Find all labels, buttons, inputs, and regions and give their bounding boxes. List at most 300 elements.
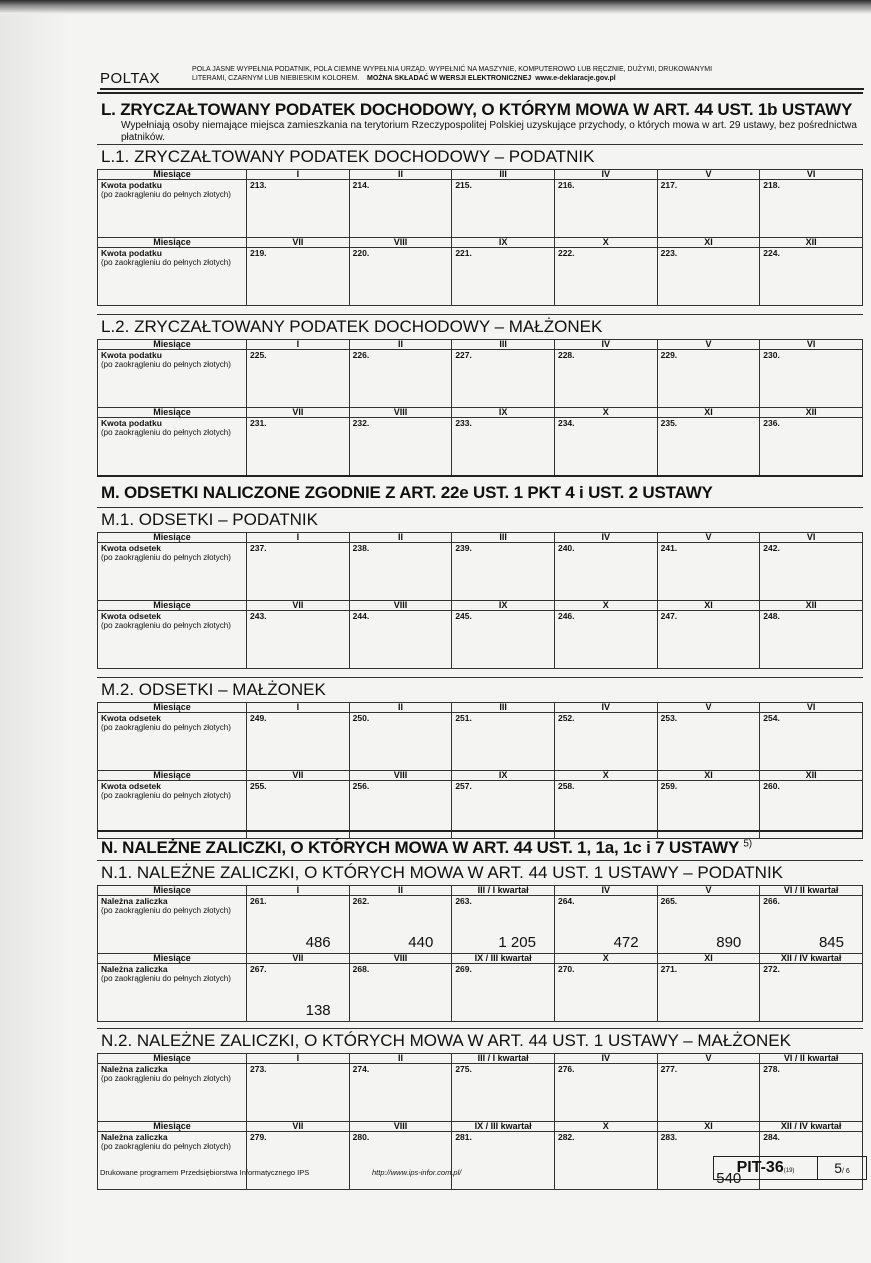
field-number: 231. — [250, 418, 267, 428]
month-header: XII — [760, 771, 863, 781]
subsection-l2-title: L.2. ZRYCZAŁTOWANY PODATEK DOCHODOWY – MAŁŻONEK — [97, 314, 863, 339]
amount-row — [98, 418, 863, 476]
month-header: IX — [452, 771, 555, 781]
month-header-row — [98, 771, 863, 781]
field-number: 253. — [660, 713, 678, 723]
field-number: 225. — [250, 350, 267, 360]
amount-field[interactable] — [349, 350, 452, 408]
table-m2 — [97, 702, 863, 839]
amount-row-label — [98, 418, 247, 476]
amount-field[interactable] — [554, 543, 657, 601]
field-number: 247. — [660, 611, 678, 621]
field-number: 263. — [455, 896, 472, 906]
field-number: 242. — [763, 543, 780, 553]
month-header: VII — [247, 771, 350, 781]
month-grid — [97, 702, 863, 839]
amount-row — [98, 1064, 863, 1122]
month-header-row — [98, 1122, 863, 1132]
amount-field[interactable] — [247, 248, 350, 306]
months-header-label: Miesiące — [98, 601, 247, 611]
scan-top-edge — [0, 0, 871, 14]
table-m1 — [97, 532, 863, 669]
amount-field[interactable] — [554, 964, 657, 1022]
month-header: XI — [657, 238, 760, 248]
month-header: XII / IV kwartał — [760, 1122, 863, 1132]
amount-field[interactable] — [452, 543, 555, 601]
field-number: 261. — [250, 896, 267, 906]
month-header: VII — [247, 408, 350, 418]
amount-row-label — [98, 248, 247, 306]
field-number: 226. — [352, 350, 370, 360]
amount-field[interactable] — [554, 180, 657, 238]
month-header: V — [657, 886, 760, 896]
field-number: 270. — [557, 964, 575, 974]
amount-row — [98, 350, 863, 408]
field-number: 233. — [455, 418, 472, 428]
amount-field[interactable] — [657, 896, 760, 954]
field-number: 248. — [763, 611, 780, 621]
amount-field[interactable] — [247, 350, 350, 408]
amount-field[interactable] — [554, 713, 657, 771]
month-header: IX — [452, 408, 555, 418]
month-header: X — [554, 601, 657, 611]
amount-field[interactable] — [452, 180, 555, 238]
month-header: III — [452, 340, 555, 350]
field-number: 268. — [352, 964, 370, 974]
amount-field[interactable] — [452, 1132, 555, 1190]
field-value: 890 — [716, 934, 742, 951]
field-number: 228. — [557, 350, 575, 360]
field-number: 240. — [557, 543, 575, 553]
month-header: V — [657, 340, 760, 350]
months-header-label: Miesiące — [98, 408, 247, 418]
field-number: 254. — [763, 713, 780, 723]
month-header-row — [98, 340, 863, 350]
month-header: I — [247, 170, 350, 180]
month-header: VII — [247, 601, 350, 611]
field-number: 265. — [660, 896, 678, 906]
amount-label-note: (po zaokrągleniu do pełnych złotych) — [101, 428, 231, 437]
field-number: 237. — [250, 543, 267, 553]
amount-label-note: (po zaokrągleniu do pełnych złotych) — [101, 360, 231, 369]
month-header: II — [349, 703, 452, 713]
field-number: 252. — [557, 713, 575, 723]
months-header-label: Miesiące — [98, 886, 247, 896]
amount-field[interactable] — [349, 180, 452, 238]
amount-field[interactable] — [760, 180, 863, 238]
field-number: 222. — [557, 248, 575, 258]
amount-field[interactable] — [760, 611, 863, 669]
amount-row-label — [98, 1064, 247, 1122]
field-number: 251. — [455, 713, 472, 723]
field-number: 230. — [763, 350, 780, 360]
amount-field[interactable] — [657, 418, 760, 476]
month-header: VI — [760, 170, 863, 180]
month-header: VIII — [349, 1122, 452, 1132]
amount-field[interactable] — [657, 350, 760, 408]
month-header: VIII — [349, 601, 452, 611]
section-m — [97, 475, 863, 839]
amount-field[interactable] — [554, 248, 657, 306]
field-number: 275. — [455, 1064, 472, 1074]
amount-field[interactable] — [247, 180, 350, 238]
month-header: V — [657, 703, 760, 713]
field-number: 243. — [250, 611, 267, 621]
field-number: 235. — [660, 418, 678, 428]
section-n-title: N. NALEŻNE ZALICZKI, O KTÓRYCH MOWA W ART. 44 UST. 1, 1a, 1c i 7 USTAWY $^{5)}$ — [101, 838, 752, 857]
month-header: II — [349, 533, 452, 543]
month-header: II — [349, 170, 452, 180]
amount-field[interactable] — [657, 180, 760, 238]
amount-field[interactable] — [554, 611, 657, 669]
field-number: 278. — [763, 1064, 780, 1074]
month-header: XI — [657, 1122, 760, 1132]
month-header: IX — [452, 601, 555, 611]
header-note-line2: LITERAMI, CZARNYM LUB NIEBIESKIM KOLOREM. MOŻNA SKŁADAĆ W WERSJI ELEKTRONICZNEJ www.e-deklaracje.gov.pl — [192, 75, 616, 82]
field-value: 845 — [818, 934, 844, 951]
amount-label-title: Należna zaliczka — [101, 896, 168, 906]
amount-label-title: Należna zaliczka — [101, 964, 168, 974]
amount-field[interactable] — [349, 248, 452, 306]
month-header: I — [247, 533, 350, 543]
month-header: VI — [760, 340, 863, 350]
month-header: IV — [554, 703, 657, 713]
amount-row — [98, 248, 863, 306]
field-number: 223. — [660, 248, 678, 258]
month-header: VI / II kwartał — [760, 1054, 863, 1064]
amount-row-label — [98, 180, 247, 238]
amount-field[interactable] — [452, 964, 555, 1022]
amount-field[interactable] — [760, 418, 863, 476]
field-number: 213. — [250, 180, 267, 190]
table-l1 — [97, 169, 863, 306]
amount-label-note: (po zaokrągleniu do pełnych złotych) — [101, 190, 231, 199]
month-header: I — [247, 340, 350, 350]
month-header: XI — [657, 771, 760, 781]
field-number: 219. — [250, 248, 267, 258]
month-header: III / I kwartał — [452, 886, 555, 896]
field-number: 214. — [352, 180, 370, 190]
month-header: I — [247, 1054, 350, 1064]
field-number: 258. — [557, 781, 575, 791]
month-header-row — [98, 533, 863, 543]
month-header: IX / III kwartał — [452, 954, 555, 964]
amount-field[interactable] — [349, 543, 452, 601]
field-number: 266. — [763, 896, 780, 906]
field-number: 256. — [352, 781, 370, 791]
month-header: VIII — [349, 408, 452, 418]
month-header: VII — [247, 238, 350, 248]
field-number: 269. — [455, 964, 472, 974]
amount-row-label — [98, 1132, 247, 1190]
amount-row-label — [98, 896, 247, 954]
amount-field[interactable] — [657, 1064, 760, 1122]
month-header: XII — [760, 408, 863, 418]
month-header: XII — [760, 238, 863, 248]
month-header: VII — [247, 954, 350, 964]
months-header-label: Miesiące — [98, 340, 247, 350]
month-header: XI — [657, 601, 760, 611]
amount-field[interactable] — [247, 1132, 350, 1190]
month-grid — [97, 885, 863, 1022]
field-number: 255. — [250, 781, 267, 791]
field-number: 236. — [763, 418, 780, 428]
field-value: 440 — [408, 934, 434, 951]
month-header: I — [247, 703, 350, 713]
month-header-row — [98, 886, 863, 896]
month-header: II — [349, 886, 452, 896]
amount-label-title: Należna zaliczka — [101, 1132, 168, 1142]
month-header: VI / II kwartał — [760, 886, 863, 896]
month-header: VIII — [349, 771, 452, 781]
amount-field[interactable] — [247, 611, 350, 669]
field-number: 273. — [250, 1064, 267, 1074]
amount-row — [98, 543, 863, 601]
amount-field[interactable] — [760, 1064, 863, 1122]
field-number: 239. — [455, 543, 472, 553]
amount-field[interactable] — [452, 713, 555, 771]
page-number: 5/ 6 — [834, 1160, 850, 1176]
month-grid — [97, 532, 863, 669]
field-number: 246. — [557, 611, 575, 621]
amount-row — [98, 896, 863, 954]
amount-label-title: Kwota odsetek — [101, 543, 161, 553]
field-number: 262. — [352, 896, 370, 906]
month-header: IV — [554, 1054, 657, 1064]
months-header-label: Miesiące — [98, 238, 247, 248]
field-number: 272. — [763, 964, 780, 974]
amount-field[interactable] — [247, 964, 350, 1022]
amount-field[interactable] — [554, 1132, 657, 1190]
field-number: 284. — [763, 1132, 780, 1142]
field-number: 241. — [660, 543, 678, 553]
field-number: 250. — [352, 713, 370, 723]
field-number: 218. — [763, 180, 780, 190]
form-header — [100, 62, 864, 90]
table-l2 — [97, 339, 863, 476]
field-number: 215. — [455, 180, 472, 190]
amount-field[interactable] — [349, 1132, 452, 1190]
month-header: VII — [247, 1122, 350, 1132]
amount-field[interactable] — [452, 611, 555, 669]
amount-field[interactable] — [349, 964, 452, 1022]
form-name: PIT-36(19) — [714, 1157, 818, 1179]
amount-field[interactable] — [554, 418, 657, 476]
month-header: IV — [554, 170, 657, 180]
amount-row-label — [98, 964, 247, 1022]
month-header: X — [554, 771, 657, 781]
month-header: V — [657, 533, 760, 543]
amount-field[interactable] — [760, 543, 863, 601]
months-header-label: Miesiące — [98, 170, 247, 180]
amount-field[interactable] — [657, 964, 760, 1022]
month-header: VIII — [349, 238, 452, 248]
months-header-label: Miesiące — [98, 533, 247, 543]
months-header-label: Miesiące — [98, 1122, 247, 1132]
field-number: 257. — [455, 781, 472, 791]
amount-field[interactable] — [657, 611, 760, 669]
amount-field[interactable] — [760, 350, 863, 408]
month-header: IV — [554, 340, 657, 350]
month-header: IX / III kwartał — [452, 1122, 555, 1132]
month-header-row — [98, 408, 863, 418]
amount-row — [98, 713, 863, 771]
subsection-l1-title: L.1. ZRYCZAŁTOWANY PODATEK DOCHODOWY – PODATNIK — [97, 144, 863, 169]
section-n — [97, 830, 863, 1190]
month-header: IV — [554, 886, 657, 896]
amount-field[interactable] — [760, 713, 863, 771]
header-note-line1: POLA JASNE WYPEŁNIA PODATNIK, POLA CIEMNE WYPEŁNIA URZĄD. WYPEŁNIĆ NA MASZYNIE, KOMPUTEROWO LUB RĘCZNIE, DUŻYMI, DRUKOWANYMI — [192, 66, 713, 73]
month-grid — [97, 169, 863, 306]
field-number: 279. — [250, 1132, 267, 1142]
amount-label-title: Kwota odsetek — [101, 781, 161, 791]
amount-label-title: Kwota podatku — [101, 180, 162, 190]
field-number: 245. — [455, 611, 472, 621]
amount-field[interactable] — [554, 896, 657, 954]
field-number: 229. — [660, 350, 678, 360]
month-header: V — [657, 170, 760, 180]
subsection-n2-title: N.2. NALEŻNE ZALICZKI, O KTÓRYCH MOWA W ART. 44 UST. 1 USTAWY – MAŁŻONEK — [97, 1028, 863, 1053]
amount-field[interactable] — [554, 350, 657, 408]
field-number: 281. — [455, 1132, 472, 1142]
month-header: II — [349, 340, 452, 350]
amount-field[interactable] — [349, 1064, 452, 1122]
scan-shadow — [0, 0, 70, 1263]
amount-field[interactable] — [349, 713, 452, 771]
month-header-row — [98, 238, 863, 248]
section-l-subtitle: Wypełniają osoby niemające miejsca zamieszkania na terytorium Rzeczypospolitej Polskiej uzyskujące przychody, o których mowa w art. 29 ustawy, bez pośrednictwa płatników. — [121, 120, 857, 143]
amount-row — [98, 964, 863, 1022]
amount-label-note: (po zaokrągleniu do pełnych złotych) — [101, 258, 231, 267]
amount-field[interactable] — [554, 1064, 657, 1122]
month-header: X — [554, 238, 657, 248]
month-header: XI — [657, 954, 760, 964]
amount-field[interactable] — [349, 418, 452, 476]
amount-row — [98, 611, 863, 669]
amount-label-title: Kwota odsetek — [101, 611, 161, 621]
amount-field[interactable] — [657, 543, 760, 601]
month-header: IX — [452, 238, 555, 248]
month-header: VI — [760, 533, 863, 543]
amount-label-title: Kwota podatku — [101, 248, 162, 258]
field-value: 138 — [305, 1002, 331, 1019]
amount-field[interactable] — [657, 248, 760, 306]
amount-field[interactable] — [452, 350, 555, 408]
amount-label-title: Kwota podatku — [101, 418, 162, 428]
month-header-row — [98, 1054, 863, 1064]
subsection-m1-title: M.1. ODSETKI – PODATNIK — [97, 507, 863, 532]
field-value: 1 205 — [498, 934, 536, 951]
amount-field[interactable] — [247, 713, 350, 771]
amount-row-label — [98, 543, 247, 601]
field-value: 486 — [305, 934, 331, 951]
amount-label-note: (po zaokrągleniu do pełnych złotych) — [101, 723, 231, 732]
amount-row-label — [98, 350, 247, 408]
amount-field[interactable] — [247, 543, 350, 601]
field-number: 276. — [557, 1064, 575, 1074]
field-number: 264. — [557, 896, 575, 906]
field-value: 540 — [716, 1170, 742, 1187]
month-header-row — [98, 170, 863, 180]
month-header: X — [554, 1122, 657, 1132]
table-n1 — [97, 885, 863, 1022]
field-number: 244. — [352, 611, 370, 621]
months-header-label: Miesiące — [98, 771, 247, 781]
amount-field[interactable] — [760, 248, 863, 306]
amount-label-note: (po zaokrągleniu do pełnych złotych) — [101, 974, 231, 983]
field-number: 280. — [352, 1132, 370, 1142]
field-number: 283. — [660, 1132, 678, 1142]
months-header-label: Miesiące — [98, 954, 247, 964]
form-id-box — [713, 1156, 867, 1180]
amount-field[interactable] — [452, 896, 555, 954]
month-header: XII — [760, 601, 863, 611]
amount-row-label — [98, 713, 247, 771]
field-number: 271. — [660, 964, 678, 974]
amount-row — [98, 180, 863, 238]
field-number: 216. — [557, 180, 575, 190]
month-header: X — [554, 954, 657, 964]
amount-field[interactable] — [247, 418, 350, 476]
amount-field[interactable] — [349, 611, 452, 669]
amount-label-note: (po zaokrągleniu do pełnych złotych) — [101, 906, 231, 915]
month-header: IV — [554, 533, 657, 543]
header-instructions — [192, 65, 862, 83]
month-header-row — [98, 703, 863, 713]
month-header: III — [452, 533, 555, 543]
amount-label-note: (po zaokrągleniu do pełnych złotych) — [101, 1074, 231, 1083]
month-header: XI — [657, 408, 760, 418]
amount-label-title: Należna zaliczka — [101, 1064, 168, 1074]
month-header: III / I kwartał — [452, 1054, 555, 1064]
month-header: III — [452, 170, 555, 180]
field-number: 260. — [763, 781, 780, 791]
amount-label-title: Kwota podatku — [101, 350, 162, 360]
amount-label-title: Kwota odsetek — [101, 713, 161, 723]
month-header-row — [98, 954, 863, 964]
footer-url: http://www.ips-infor.com.pl/ — [372, 1168, 462, 1177]
field-number: 277. — [660, 1064, 678, 1074]
amount-row-label — [98, 611, 247, 669]
amount-field[interactable] — [247, 896, 350, 954]
field-number: 224. — [763, 248, 780, 258]
field-number: 259. — [660, 781, 678, 791]
amount-field[interactable] — [657, 713, 760, 771]
amount-field[interactable] — [760, 896, 863, 954]
amount-label-note: (po zaokrągleniu do pełnych złotych) — [101, 791, 231, 800]
amount-field[interactable] — [760, 964, 863, 1022]
brand-label: POLTAX — [100, 70, 160, 87]
month-header: VIII — [349, 954, 452, 964]
field-value: 472 — [613, 934, 639, 951]
field-number: 232. — [352, 418, 370, 428]
section-m-title: M. ODSETKI NALICZONE ZGODNIE Z ART. 22e UST. 1 PKT 4 i UST. 2 USTAWY — [101, 483, 713, 502]
month-header-row — [98, 601, 863, 611]
field-number: 227. — [455, 350, 472, 360]
months-header-label: Miesiące — [98, 703, 247, 713]
field-number: 234. — [557, 418, 575, 428]
amount-field[interactable] — [452, 248, 555, 306]
amount-field[interactable] — [452, 1064, 555, 1122]
amount-label-note: (po zaokrągleniu do pełnych złotych) — [101, 621, 231, 630]
amount-field[interactable] — [247, 1064, 350, 1122]
amount-field[interactable] — [452, 418, 555, 476]
field-number: 274. — [352, 1064, 370, 1074]
section-l-title: L. ZRYCZAŁTOWANY PODATEK DOCHODOWY, O KTÓRYM MOWA W ART. 44 UST. 1b USTAWY — [101, 100, 853, 119]
month-header: VI — [760, 703, 863, 713]
amount-field[interactable] — [349, 896, 452, 954]
months-header-label: Miesiące — [98, 1054, 247, 1064]
